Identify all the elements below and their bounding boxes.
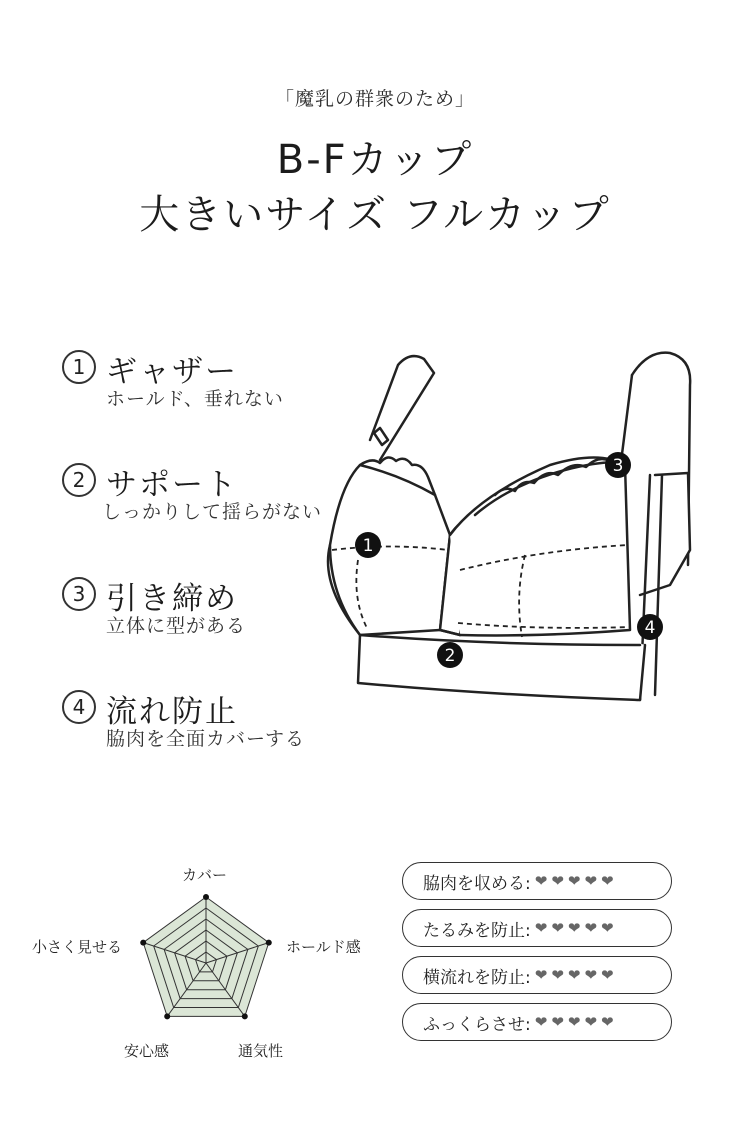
feature-title: 引き締め	[106, 581, 238, 617]
heart-icon: ❤	[551, 965, 564, 984]
bra-illustration	[310, 345, 710, 715]
radar-vertex-dot	[164, 1013, 170, 1019]
heart-icon: ❤	[551, 871, 564, 890]
page-title-line2: 大きいサイズ フルカップ	[139, 192, 611, 238]
heart-icon: ❤	[601, 918, 614, 937]
feature-desc: 立体に型がある	[106, 615, 247, 637]
svg-text:2: 2	[444, 646, 456, 666]
heart-icon: ❤	[567, 965, 581, 984]
heart-icon: ❤	[534, 871, 548, 890]
radar-label-slim: 小さく見せる	[32, 938, 123, 956]
rating-hearts	[534, 871, 618, 890]
rating-pill	[402, 956, 672, 994]
feature-number: 3	[62, 577, 96, 611]
heart-icon: ❤	[534, 918, 548, 937]
feature-title: ギャザー	[106, 354, 238, 390]
heart-icon: ❤	[567, 1012, 581, 1031]
feature-number: 4	[62, 690, 96, 724]
heart-icon: ❤	[534, 965, 548, 984]
rating-pill	[402, 862, 672, 900]
diagram-marker-2	[437, 642, 463, 668]
svg-text:3: 3	[612, 456, 624, 476]
page-title-line1: B-Fカップ	[276, 137, 474, 183]
rating-label: 脇肉を収める:	[423, 873, 531, 894]
rating-pill	[402, 909, 672, 947]
feature-number: 1	[62, 350, 96, 384]
heart-icon: ❤	[584, 1012, 598, 1031]
diagram-marker-4	[637, 614, 663, 640]
radar-label-cover: カバー	[182, 866, 228, 884]
rating-pill	[402, 1003, 672, 1041]
diagram-marker-3	[605, 452, 631, 478]
feature-title: サポート	[106, 467, 238, 503]
feature-desc: しっかりして揺らがない	[102, 501, 323, 523]
heart-icon: ❤	[534, 1012, 548, 1031]
heart-icon: ❤	[584, 965, 598, 984]
heart-icon: ❤	[567, 871, 581, 890]
heart-icon: ❤	[551, 918, 564, 937]
rating-hearts	[534, 918, 618, 937]
heart-icon: ❤	[601, 965, 614, 984]
heart-icon: ❤	[601, 871, 614, 890]
heart-icon: ❤	[584, 918, 598, 937]
rating-label: ふっくらさせ:	[423, 1014, 531, 1035]
heart-icon: ❤	[551, 1012, 564, 1031]
feature-desc: ホールド、垂れない	[106, 388, 284, 410]
radar-vertex-dot	[266, 940, 272, 946]
radar-label-security: 安心感	[124, 1042, 170, 1060]
rating-hearts	[534, 1012, 618, 1031]
feature-title: 流れ防止	[106, 694, 238, 730]
radar-label-breathability: 通気性	[238, 1042, 284, 1060]
heart-icon: ❤	[584, 871, 598, 890]
heart-icon: ❤	[567, 918, 581, 937]
diagram-marker-1	[355, 532, 381, 558]
rating-label: 横流れを防止:	[423, 967, 531, 988]
tagline: 「魔乳の群衆のため」	[274, 88, 475, 110]
radar-vertex-dot	[140, 940, 146, 946]
radar-chart	[20, 855, 380, 1075]
feature-number: 2	[62, 463, 96, 497]
rating-label: たるみを防止:	[423, 920, 531, 941]
radar-vertex-dot	[203, 894, 209, 900]
radar-vertex-dot	[242, 1013, 248, 1019]
heart-icon: ❤	[601, 1012, 614, 1031]
svg-text:4: 4	[644, 618, 656, 638]
radar-label-hold: ホールド感	[286, 938, 361, 956]
feature-desc: 脇肉を全面カバーする	[106, 728, 306, 750]
svg-text:1: 1	[362, 536, 374, 556]
rating-hearts	[534, 965, 618, 984]
